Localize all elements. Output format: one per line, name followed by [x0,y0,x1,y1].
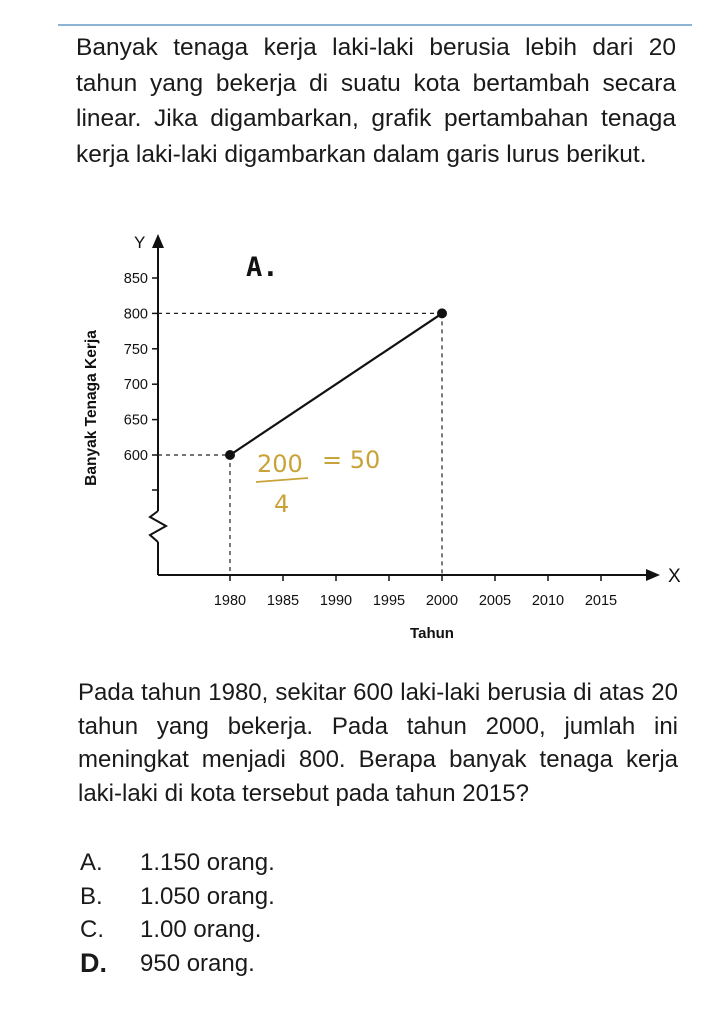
x-axis-title: Tahun [410,625,454,642]
option-letter: B. [80,882,103,910]
option-a[interactable] [80,846,640,880]
handwritten-numerator: 200 [257,450,303,478]
handwritten-fraction-bar [256,478,308,482]
data-point [437,308,447,318]
option-letter: C. [80,916,104,943]
option-b[interactable] [80,880,640,914]
intro-paragraph: Banyak tenaga kerja laki-laki berusia lebih dari 20 tahun yang bekerja di suatu kota bertambah secara linear. Jika digambarkan, grafik pertambahan tenaga kerja laki-laki digambarkan dalam garis lurus berikut. [76,34,676,168]
option-c[interactable] [80,913,640,947]
option-text: 1.00 orang. [140,916,262,943]
option-text: 950 orang. [140,949,255,977]
y-axis-arrowhead [152,234,164,248]
handwritten-denominator: 4 [274,490,290,518]
y-tick-label: 850 [123,271,148,287]
series-line [230,313,442,455]
x-tick-label: 2000 [425,593,459,609]
option-letter: D. [80,947,107,978]
handwritten-result: = 50 [322,446,381,474]
y-tick-label: 600 [123,448,148,464]
option-d[interactable] [80,947,640,981]
x-axis-arrowhead [646,569,660,581]
y-axis-letter: Y [134,233,146,252]
question-paragraph: Pada tahun 1980, sekitar 600 laki-laki berusia di atas 20 tahun yang bekerja. Pada tahun 2000, jumlah ini meningkat menjadi 800. Berapa banyak tenaga kerja laki-laki di kota tersebut pada tahun 2015? [78,679,678,807]
y-tick-label: 800 [123,306,148,323]
answer-options [80,846,640,980]
x-tick-label: 1985 [266,593,300,609]
x-tick-label: 1980 [213,593,247,609]
data-point [225,450,235,460]
x-tick-label: 2005 [478,593,512,609]
line-chart [60,220,700,660]
x-tick-label: 2015 [584,593,618,609]
option-text: 1.150 orang. [140,849,275,876]
option-text: 1.050 orang. [140,882,275,910]
x-tick-label: 1990 [319,593,353,609]
option-letter: A. [80,849,103,876]
axis-break-zigzag [150,511,166,542]
y-tick-label: 650 [123,412,148,429]
y-axis-title: Banyak Tenaga Kerja [83,330,100,486]
x-tick-label: 1995 [372,593,406,609]
handwritten-answer-mark: A. [246,252,279,283]
x-axis-letter: X [668,566,681,587]
top-divider [58,24,692,26]
y-tick-label: 700 [123,377,148,394]
x-tick-label: 2010 [531,593,565,609]
y-tick-label: 750 [123,341,148,358]
